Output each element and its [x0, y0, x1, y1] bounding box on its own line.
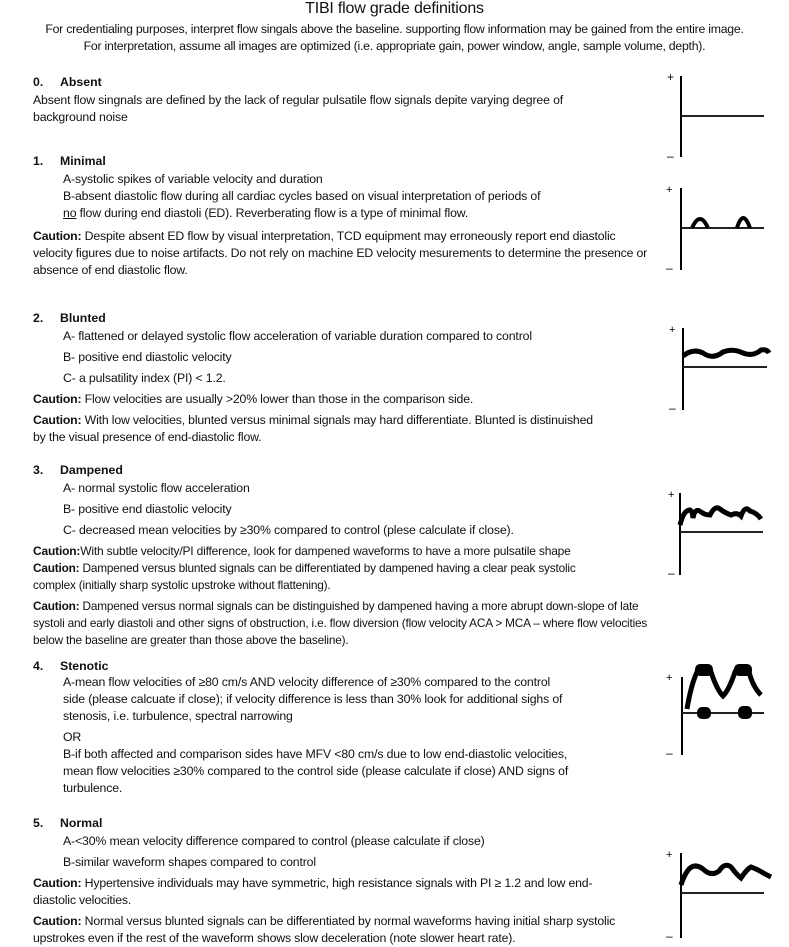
- grade-4-stenotic: [33, 658, 653, 797]
- grade-1-minimal: [33, 153, 653, 279]
- grade-heading: [33, 74, 653, 90]
- grade-name: Minimal: [60, 154, 106, 168]
- svg-text:–: –: [666, 929, 673, 943]
- grade-number: 1.: [33, 154, 44, 168]
- stenotic-waveform-icon: [665, 655, 775, 760]
- svg-text:+: +: [669, 324, 676, 336]
- criterion-b: B- positive end diastolic velocity: [63, 502, 232, 516]
- svg-text:+: +: [666, 672, 673, 684]
- svg-text:–: –: [666, 746, 673, 760]
- svg-text:–: –: [668, 566, 675, 580]
- criterion-b: B-if both affected and comparison sides have MFV <80 cm/s due to low end-diastolic velocities, mean flow velocities ≥30% compared to the control side (please calculate if close) AND signs of turbulence.: [63, 747, 569, 795]
- criterion-a: A-<30% mean velocity difference compared to control (please calculate if close): [63, 834, 485, 848]
- caution-note: Caution: Despite absent ED flow by visual interpretation, TCD equipment may erroneously report end diastolic velocity figures due to noise artifacts. Do not rely on machine ED velocity mesurements to determine the presence or absence of end diastolic flow.: [33, 229, 648, 277]
- grade-name: Dampened: [60, 463, 123, 477]
- grade-number: 2.: [33, 311, 44, 325]
- caution-note: Caution: Flow velocities are usually >20% lower than those in the comparison side.: [33, 392, 474, 406]
- caution-note: Caution: Dampened versus blunted signals can be differentiated by dampened having a clear peak systolic complex (initially sharp systolic upstroke without flattening).: [33, 561, 576, 592]
- grade-3-dampened: [33, 462, 673, 649]
- svg-text:+: +: [668, 489, 675, 501]
- grade-0-absent: [33, 74, 653, 126]
- intro-text: [0, 21, 789, 55]
- minimal-waveform-icon: [665, 180, 770, 275]
- dampened-waveform-icon: [665, 485, 770, 580]
- svg-text:+: +: [666, 849, 673, 861]
- svg-text:+: +: [666, 184, 673, 196]
- criteria-list: [33, 674, 573, 797]
- criterion-a: A-systolic spikes of variable velocity and duration: [63, 172, 323, 186]
- criterion-b: B-similar waveform shapes compared to control: [63, 855, 316, 869]
- blunted-waveform-icon: [665, 320, 775, 415]
- absent-waveform-icon: [665, 70, 770, 162]
- intro-line-2: For interpretation, assume all images are optimized (i.e. appropriate gain, power window, angle, sample volume, depth).: [83, 39, 706, 53]
- grade-name: Absent: [60, 75, 102, 89]
- grade-number: 0.: [33, 75, 44, 89]
- page-title: TIBI flow grade definitions: [305, 0, 484, 17]
- svg-text:–: –: [666, 261, 673, 275]
- svg-text:–: –: [667, 149, 674, 162]
- criteria-list: [33, 480, 673, 539]
- criteria-list: [33, 328, 653, 387]
- normal-waveform-icon: [665, 845, 775, 943]
- grade-name: Normal: [60, 816, 103, 830]
- caution-note: Caution: With low velocities, blunted versus minimal signals may hard differentiate. Blunted is distinuished by the visual presence of end-diastolic flow.: [33, 413, 593, 444]
- grade-heading: [33, 310, 653, 326]
- caution-note: Caution: Normal versus blunted signals can be differentiated by normal waveforms having initial sharp systolic upstrokes even if the rest of the waveform shows slow deceleration (note slower heart rate).: [33, 914, 616, 945]
- grade-number: 3.: [33, 463, 44, 477]
- criteria-list: [33, 171, 653, 222]
- criterion-b: B-absent diastolic flow during all cardiac cycles based on visual interpretation of periods of no flow during end diastoli (ED). Reverberating flow is a type of minimal flow.: [63, 189, 541, 220]
- svg-text:+: +: [667, 70, 675, 84]
- criterion-or: OR: [63, 730, 82, 744]
- caution-note: Caution: Dampened versus normal signals can be distinguished by dampened having a more abrupt down-slope of late systoli and early diastoli and other signs of obstruction, i.e. flow diversion (flow velocity ACA > MCA – where flow velocities below the baseline are greater than those above the baseline).: [33, 599, 648, 647]
- grade-name: Blunted: [60, 311, 106, 325]
- criterion-c: C- decreased mean velocities by ≥30% compared to control (plese calculate if close).: [63, 523, 514, 537]
- intro-line-1: For credentialing purposes, interpret flow singals above the baseline. supporting flow information may be gained from the entire image.: [45, 22, 744, 36]
- criterion-a: A- normal systolic flow acceleration: [63, 481, 250, 495]
- grade-description: Absent flow singnals are defined by the lack of regular pulsatile flow signals depite varying degree of background noise: [33, 93, 564, 124]
- grade-number: 5.: [33, 816, 44, 830]
- underlined-no: no: [63, 206, 77, 220]
- grade-5-normal: [33, 815, 643, 947]
- svg-text:–: –: [669, 401, 676, 415]
- grade-2-blunted: [33, 310, 653, 446]
- criterion-b: B- positive end diastolic velocity: [63, 350, 232, 364]
- caution-note: Caution: Hypertensive individuals may have symmetric, high resistance signals with PI ≥ 1.2 and low end-diastolic velocities.: [33, 876, 593, 907]
- grade-heading: [33, 462, 673, 478]
- grade-number: 4.: [33, 659, 44, 673]
- criterion-c: C- a pulsatility index (PI) < 1.2.: [63, 371, 226, 385]
- criteria-list: [33, 833, 643, 871]
- grade-heading: [33, 153, 653, 169]
- criterion-a: A-mean flow velocities of ≥80 cm/s AND velocity difference of ≥30% compared to the control side (please calcuate if close); if velocity difference is less than 30% look for additional sighs of stenosis, i.e. turbulence, spectral narrowing: [63, 675, 563, 723]
- grade-heading: [33, 815, 643, 831]
- criterion-a: A- flattened or delayed systolic flow acceleration of variable duration compared to control: [63, 329, 532, 343]
- grade-heading: [33, 658, 653, 674]
- caution-note: Caution:With subtle velocity/PI difference, look for dampened waveforms to have a more pulsatile shape: [33, 544, 571, 558]
- grade-name: Stenotic: [60, 659, 109, 673]
